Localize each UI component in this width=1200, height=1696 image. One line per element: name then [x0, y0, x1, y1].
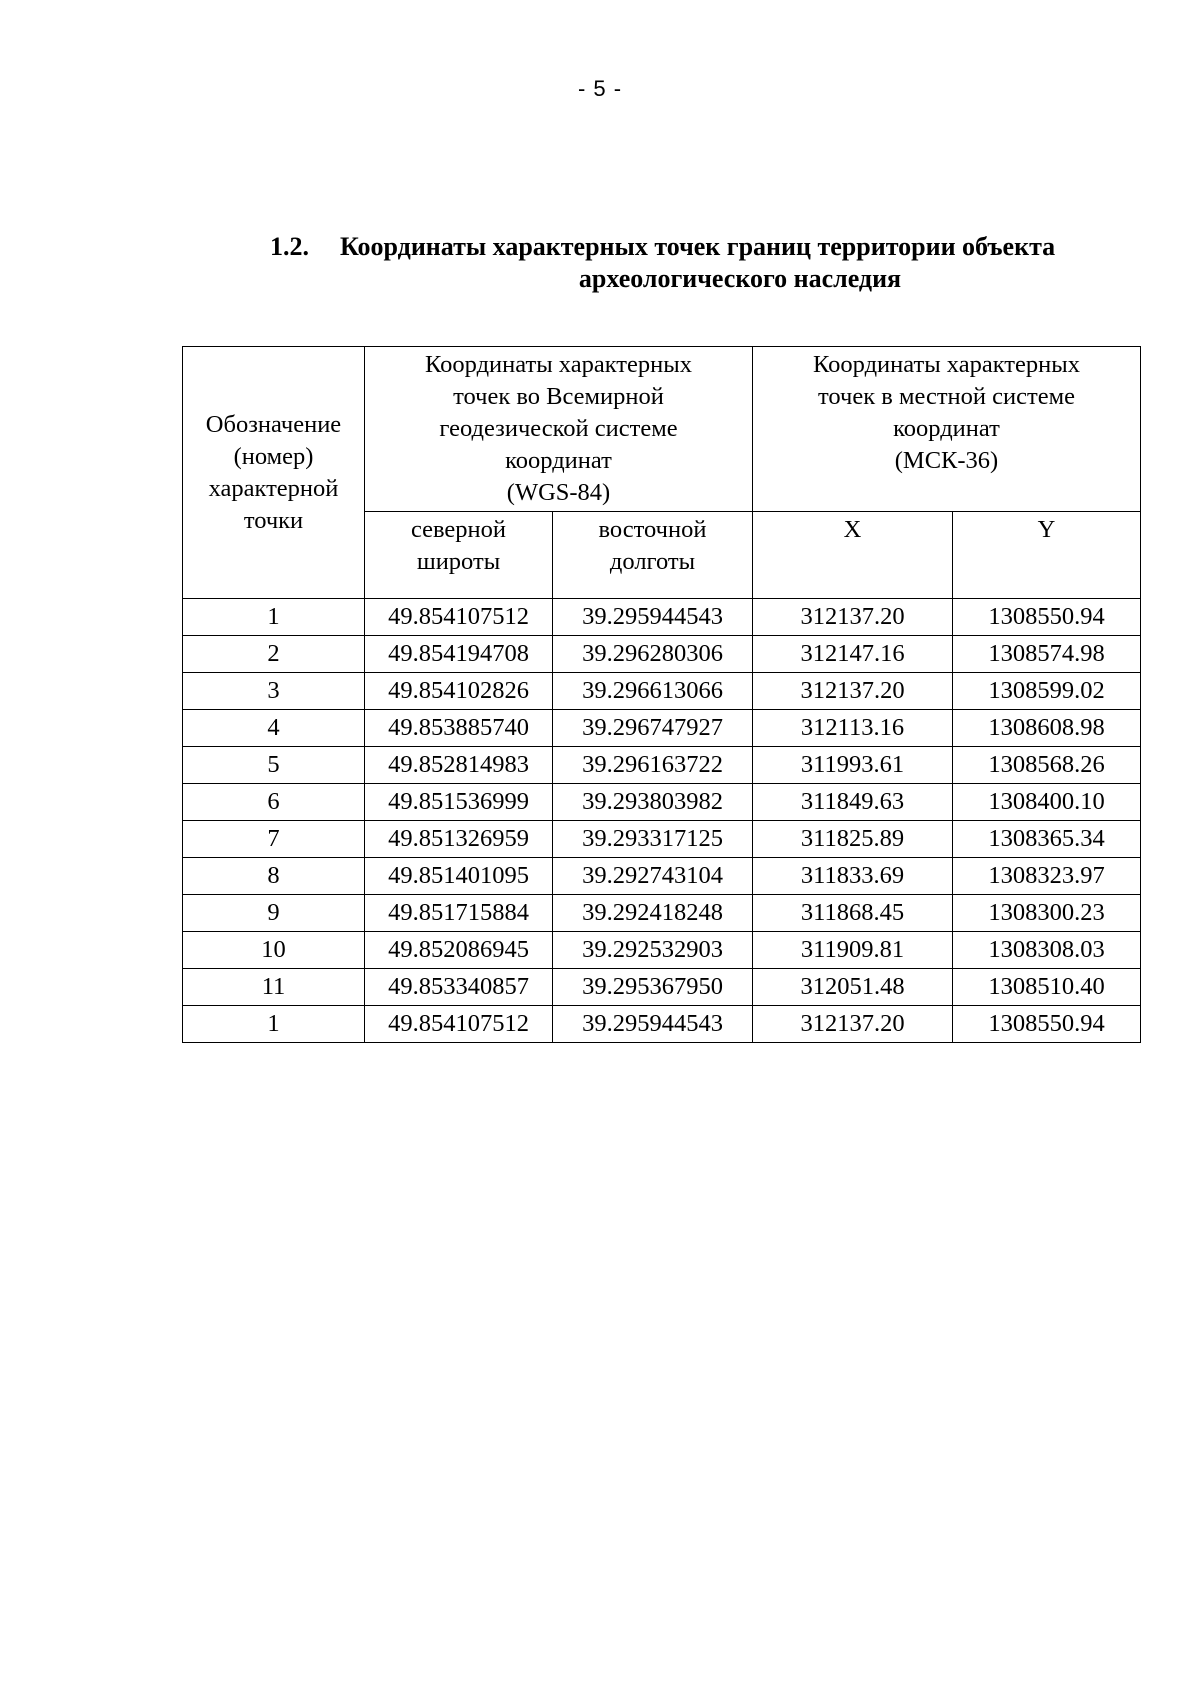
point-id: 5 [183, 747, 365, 784]
table-row [183, 821, 1141, 858]
y-cell: 1308365.34 [953, 821, 1141, 858]
latitude-cell: 49.853885740 [365, 710, 553, 747]
longitude-cell: 39.296747927 [553, 710, 753, 747]
point-id: 6 [183, 784, 365, 821]
y-cell: 1308608.98 [953, 710, 1141, 747]
x-cell: 311825.89 [753, 821, 953, 858]
longitude-cell: 39.292418248 [553, 895, 753, 932]
latitude-cell: 49.854107512 [365, 599, 553, 636]
point-id: 10 [183, 932, 365, 969]
y-cell: 1308574.98 [953, 636, 1141, 673]
longitude-cell: 39.295944543 [553, 599, 753, 636]
point-id: 9 [183, 895, 365, 932]
section-number: 1.2. [270, 232, 309, 261]
x-cell: 312147.16 [753, 636, 953, 673]
x-cell: 311868.45 [753, 895, 953, 932]
x-cell: 312051.48 [753, 969, 953, 1006]
section-title-line1: Координаты характерных точек границ территории объекта [340, 232, 1056, 261]
point-id: 3 [183, 673, 365, 710]
coordinates-table [182, 346, 1141, 1043]
table-row [183, 747, 1141, 784]
longitude-cell: 39.295367950 [553, 969, 753, 1006]
x-cell: 312113.16 [753, 710, 953, 747]
header-longitude: восточной долготы [553, 512, 753, 599]
point-id: 11 [183, 969, 365, 1006]
latitude-cell: 49.854107512 [365, 1006, 553, 1043]
point-id: 7 [183, 821, 365, 858]
x-cell: 311909.81 [753, 932, 953, 969]
header-y: Y [953, 512, 1141, 599]
longitude-cell: 39.295944543 [553, 1006, 753, 1043]
table-row [183, 895, 1141, 932]
table-row [183, 599, 1141, 636]
latitude-cell: 49.852086945 [365, 932, 553, 969]
header-msk36-coordinates: Координаты характерных точек в местной системе координат (МСК-36) [753, 347, 1141, 512]
y-cell: 1308510.40 [953, 969, 1141, 1006]
y-cell: 1308550.94 [953, 1006, 1141, 1043]
point-id: 1 [183, 1006, 365, 1043]
section-heading [270, 230, 1140, 296]
point-id: 2 [183, 636, 365, 673]
latitude-cell: 49.853340857 [365, 969, 553, 1006]
longitude-cell: 39.296613066 [553, 673, 753, 710]
table-row [183, 710, 1141, 747]
x-cell: 312137.20 [753, 673, 953, 710]
y-cell: 1308550.94 [953, 599, 1141, 636]
x-cell: 311993.61 [753, 747, 953, 784]
page-number: - 5 - [577, 76, 623, 101]
latitude-cell: 49.851536999 [365, 784, 553, 821]
header-x: X [753, 512, 953, 599]
y-cell: 1308568.26 [953, 747, 1141, 784]
y-cell: 1308308.03 [953, 932, 1141, 969]
point-id: 1 [183, 599, 365, 636]
x-cell: 312137.20 [753, 599, 953, 636]
x-cell: 312137.20 [753, 1006, 953, 1043]
table-row [183, 1006, 1141, 1043]
section-title-line2: археологического наследия [578, 264, 902, 293]
x-cell: 311849.63 [753, 784, 953, 821]
longitude-cell: 39.292532903 [553, 932, 753, 969]
header-wgs84-coordinates: Координаты характерных точек во Всемирной геодезической системе координат (WGS-84) [365, 347, 753, 512]
y-cell: 1308300.23 [953, 895, 1141, 932]
x-cell: 311833.69 [753, 858, 953, 895]
y-cell: 1308323.97 [953, 858, 1141, 895]
longitude-cell: 39.296280306 [553, 636, 753, 673]
header-point-designation: Обозначение (номер) характерной точки [183, 347, 365, 599]
table-row [183, 932, 1141, 969]
y-cell: 1308400.10 [953, 784, 1141, 821]
longitude-cell: 39.293803982 [553, 784, 753, 821]
table-row [183, 858, 1141, 895]
latitude-cell: 49.854102826 [365, 673, 553, 710]
point-id: 4 [183, 710, 365, 747]
latitude-cell: 49.852814983 [365, 747, 553, 784]
longitude-cell: 39.293317125 [553, 821, 753, 858]
longitude-cell: 39.292743104 [553, 858, 753, 895]
table-row [183, 636, 1141, 673]
latitude-cell: 49.851401095 [365, 858, 553, 895]
y-cell: 1308599.02 [953, 673, 1141, 710]
table-row [183, 673, 1141, 710]
table-row [183, 784, 1141, 821]
table-row [183, 969, 1141, 1006]
latitude-cell: 49.854194708 [365, 636, 553, 673]
latitude-cell: 49.851326959 [365, 821, 553, 858]
header-latitude: северной широты [365, 512, 553, 599]
longitude-cell: 39.296163722 [553, 747, 753, 784]
point-id: 8 [183, 858, 365, 895]
latitude-cell: 49.851715884 [365, 895, 553, 932]
